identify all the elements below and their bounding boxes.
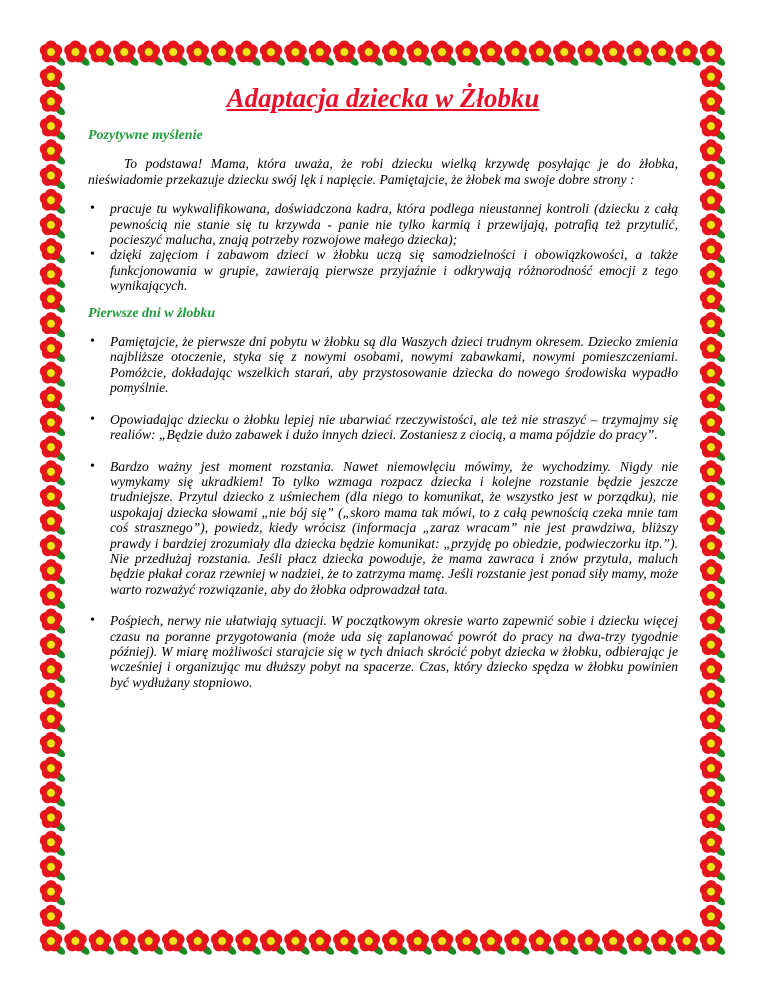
flower-icon [431,930,458,957]
flower-icon [40,781,67,808]
flower-icon [504,930,531,957]
flower-icon [700,757,727,784]
flower-icon [358,930,385,957]
flower-icon [700,386,727,413]
flower-icon [700,312,727,339]
flower-icon [260,930,287,957]
flower-icon [40,732,67,759]
flower-icon [553,41,580,68]
flower-icon [700,115,727,142]
flower-icon [700,485,727,512]
flower-icon [406,41,433,68]
flower-icon [40,905,67,932]
flower-icon [40,362,67,389]
flower-icon [40,584,67,611]
flower-icon [700,880,727,907]
flower-icon [700,559,727,586]
flower-icon [40,213,67,240]
flower-icon [700,683,727,710]
bullet-list-first-days [88,334,678,690]
list-item: • Opowiadając dziecku o żłobku lepiej nie ubarwiać rzeczywistości, ale też nie straszyć – trzymajmy się realiów: „Będzie dużo zabawek i dużo innych dzieci. Zostaniesz z ciocią, a mama pójdzie do pracy”. [110,412,678,443]
flower-icon [186,930,213,957]
flower-icon [138,41,165,68]
flower-icon [382,41,409,68]
flower-icon [578,41,605,68]
flower-icon [333,41,360,68]
flower-icon [64,930,91,957]
flower-icon [40,534,67,561]
flower-icon [211,41,238,68]
page-title: Adaptacja dziecka w Żłobku [226,83,540,113]
flower-icon [162,41,189,68]
flower-icon [406,930,433,957]
flower-icon [578,930,605,957]
flower-icon [700,238,727,265]
flower-icon [455,41,482,68]
flower-icon [40,164,67,191]
flower-icon [40,683,67,710]
flower-icon [382,930,409,957]
flower-icon [40,90,67,117]
flower-icon [602,41,629,68]
flower-icon [700,584,727,611]
flower-icon [700,337,727,364]
flower-icon [431,41,458,68]
flower-icon [40,510,67,537]
flower-icon [700,510,727,537]
list-item: • Pośpiech, nerwy nie ułatwiają sytuacji. W początkowym okresie warto zapewnić sobie i dziecku więcej czasu na poranne przygotowania (może uda się zaplanować powrót do pracy na dwa-trzy tygodnie później). W miarę możliwości starajcie się w tych dniach skrócić pobyt dziecka w żłobku, odbierając je wcześniej i organizując mu dłuższy pobyt na spacerze. Czas, który dziecko spędza w żłobku powinien być wydłużany stopniowo. [110,613,678,690]
flower-icon [700,90,727,117]
flower-icon [358,41,385,68]
flower-icon [700,213,727,240]
flower-icon [40,855,67,882]
flower-icon [626,930,653,957]
list-item: • Pamiętajcie, że pierwsze dni pobytu w żłobku są dla Waszych dzieci trudnym okresem. Dziecko zmienia najbliższe otoczenie, styka się z nowymi osobami, nowymi zabawkami, nowymi pomieszczeniami. Pomóżcie, dokładając wszelkich starań, aby przystosowanie dziecka do nowego środowiska wypadło pomyślnie. [110,334,678,396]
flower-icon [480,930,507,957]
flower-icon [700,41,727,68]
list-item: • Bardzo ważny jest moment rozstania. Nawet niemowlęciu mówimy, że wychodzimy. Nigdy nie wymykamy się ukradkiem! To tylko wzmaga rozpacz dziecka i kolejne rozstanie będzie jeszcze trudniejsze. Przytul dziecko z uśmiechem (dla niego to komunikat, że wszystko jest w porządku), nie uspokajaj dziecka słowami „nie bój się” („skoro mama tak mówi, to z całą pewnością czeka mnie tam coś strasznego”), powiedz, kiedy wrócisz (informacja „zaraz wracam” nie jest prawdziwa, bliższy prawdy i bardziej zrozumiały dla dziecka będzie komunikat: „przyjdę po obiedzie, podwieczorku itp.”). Nie przedłużaj rozstania. Jeśli płacz dziecka powoduje, że mama zawraca i znów przytula, maluch będzie płakał coraz rzewniej w nadziei, że to zatrzyma mamę. Jeśli rozstanie jest ponad siły mamy, może warto rozważyć rozwiązanie, aby do żłobka odprowadzał tata. [110,459,678,598]
list-item: • dzięki zajęciom i zabawom dzieci w żłobku uczą się samodzielności i obowiązkowości, a także funkcjonowania w grupie, zawierają pierwsze przyjaźnie i odkrywają różnorodność emocji z tego wynikających. [110,247,678,293]
flower-icon [309,41,336,68]
flower-icon [186,41,213,68]
flower-icon [333,930,360,957]
flower-icon [113,41,140,68]
flower-icon [40,386,67,413]
flower-icon [89,41,116,68]
flower-icon [700,164,727,191]
flower-icon [40,930,67,957]
flower-icon [40,460,67,487]
flower-icon [651,41,678,68]
document-body [88,82,678,706]
flower-icon [284,41,311,68]
flower-icon [40,757,67,784]
flower-icon [309,930,336,957]
flower-icon [40,263,67,290]
flower-icon [700,287,727,314]
bullet-list-benefits [88,201,678,293]
flower-icon [40,312,67,339]
flower-icon [40,115,67,142]
flower-icon [700,534,727,561]
flower-icon [40,436,67,463]
flower-icon [700,781,727,808]
flower-icon [40,880,67,907]
flower-icon [113,930,140,957]
flower-icon [235,41,262,68]
flower-icon [40,658,67,685]
flower-icon [40,287,67,314]
flower-icon [40,41,67,68]
flower-icon [700,65,727,92]
flower-icon [40,806,67,833]
flower-icon [162,930,189,957]
flower-icon [700,905,727,932]
list-item: • pracuje tu wykwalifikowana, doświadczona kadra, która podlega nieustannej kontroli (dziecku z całą pewnością nie stanie się tu krzywda - panie nie tylko karmią i przewijają, potrafią też przytulić, pocieszyć malucha, znają potrzeby rozwojowe małego dziecka); [110,201,678,247]
flower-icon [40,831,67,858]
flower-icon [40,485,67,512]
flower-icon [700,831,727,858]
flower-icon [40,189,67,216]
flower-icon [700,411,727,438]
flower-icon [235,930,262,957]
flower-icon [40,337,67,364]
flower-icon [40,411,67,438]
flower-icon [700,930,727,957]
flower-icon [700,460,727,487]
flower-icon [40,633,67,660]
flower-icon [602,930,629,957]
flower-icon [675,930,702,957]
flower-icon [40,559,67,586]
flower-icon [480,41,507,68]
flower-icon [700,732,727,759]
flower-icon [89,930,116,957]
flower-icon [138,930,165,957]
section-heading-positive-thinking: Pozytywne myślenie [88,128,203,143]
flower-icon [40,139,67,166]
flower-icon [260,41,287,68]
flower-icon [700,633,727,660]
flower-icon [211,930,238,957]
flower-icon [40,65,67,92]
flower-icon [553,930,580,957]
flower-icon [651,930,678,957]
flower-icon [504,41,531,68]
flower-icon [700,263,727,290]
flower-icon [40,238,67,265]
flower-icon [529,930,556,957]
flower-icon [40,707,67,734]
flower-icon [675,41,702,68]
flower-icon [700,362,727,389]
flower-icon [40,609,67,636]
flower-icon [700,658,727,685]
flower-icon [284,930,311,957]
flower-icon [700,189,727,216]
flower-icon [700,806,727,833]
flower-icon [700,707,727,734]
flower-icon [700,855,727,882]
section-heading-first-days: Pierwsze dni w żłobku [88,305,216,321]
section-intro: To podstawa! Mama, która uważa, że robi dziecku wielką krzywdę posyłając je do żłobka, nieświadomie przekazuje dziecku swój lęk i napięcie. Pamiętajcie, że żłobek ma swoje dobre strony : [88,156,678,187]
flower-icon [700,609,727,636]
flower-icon [626,41,653,68]
flower-icon [64,41,91,68]
flower-icon [455,930,482,957]
flower-icon [700,436,727,463]
flower-icon [700,139,727,166]
flower-icon [529,41,556,68]
